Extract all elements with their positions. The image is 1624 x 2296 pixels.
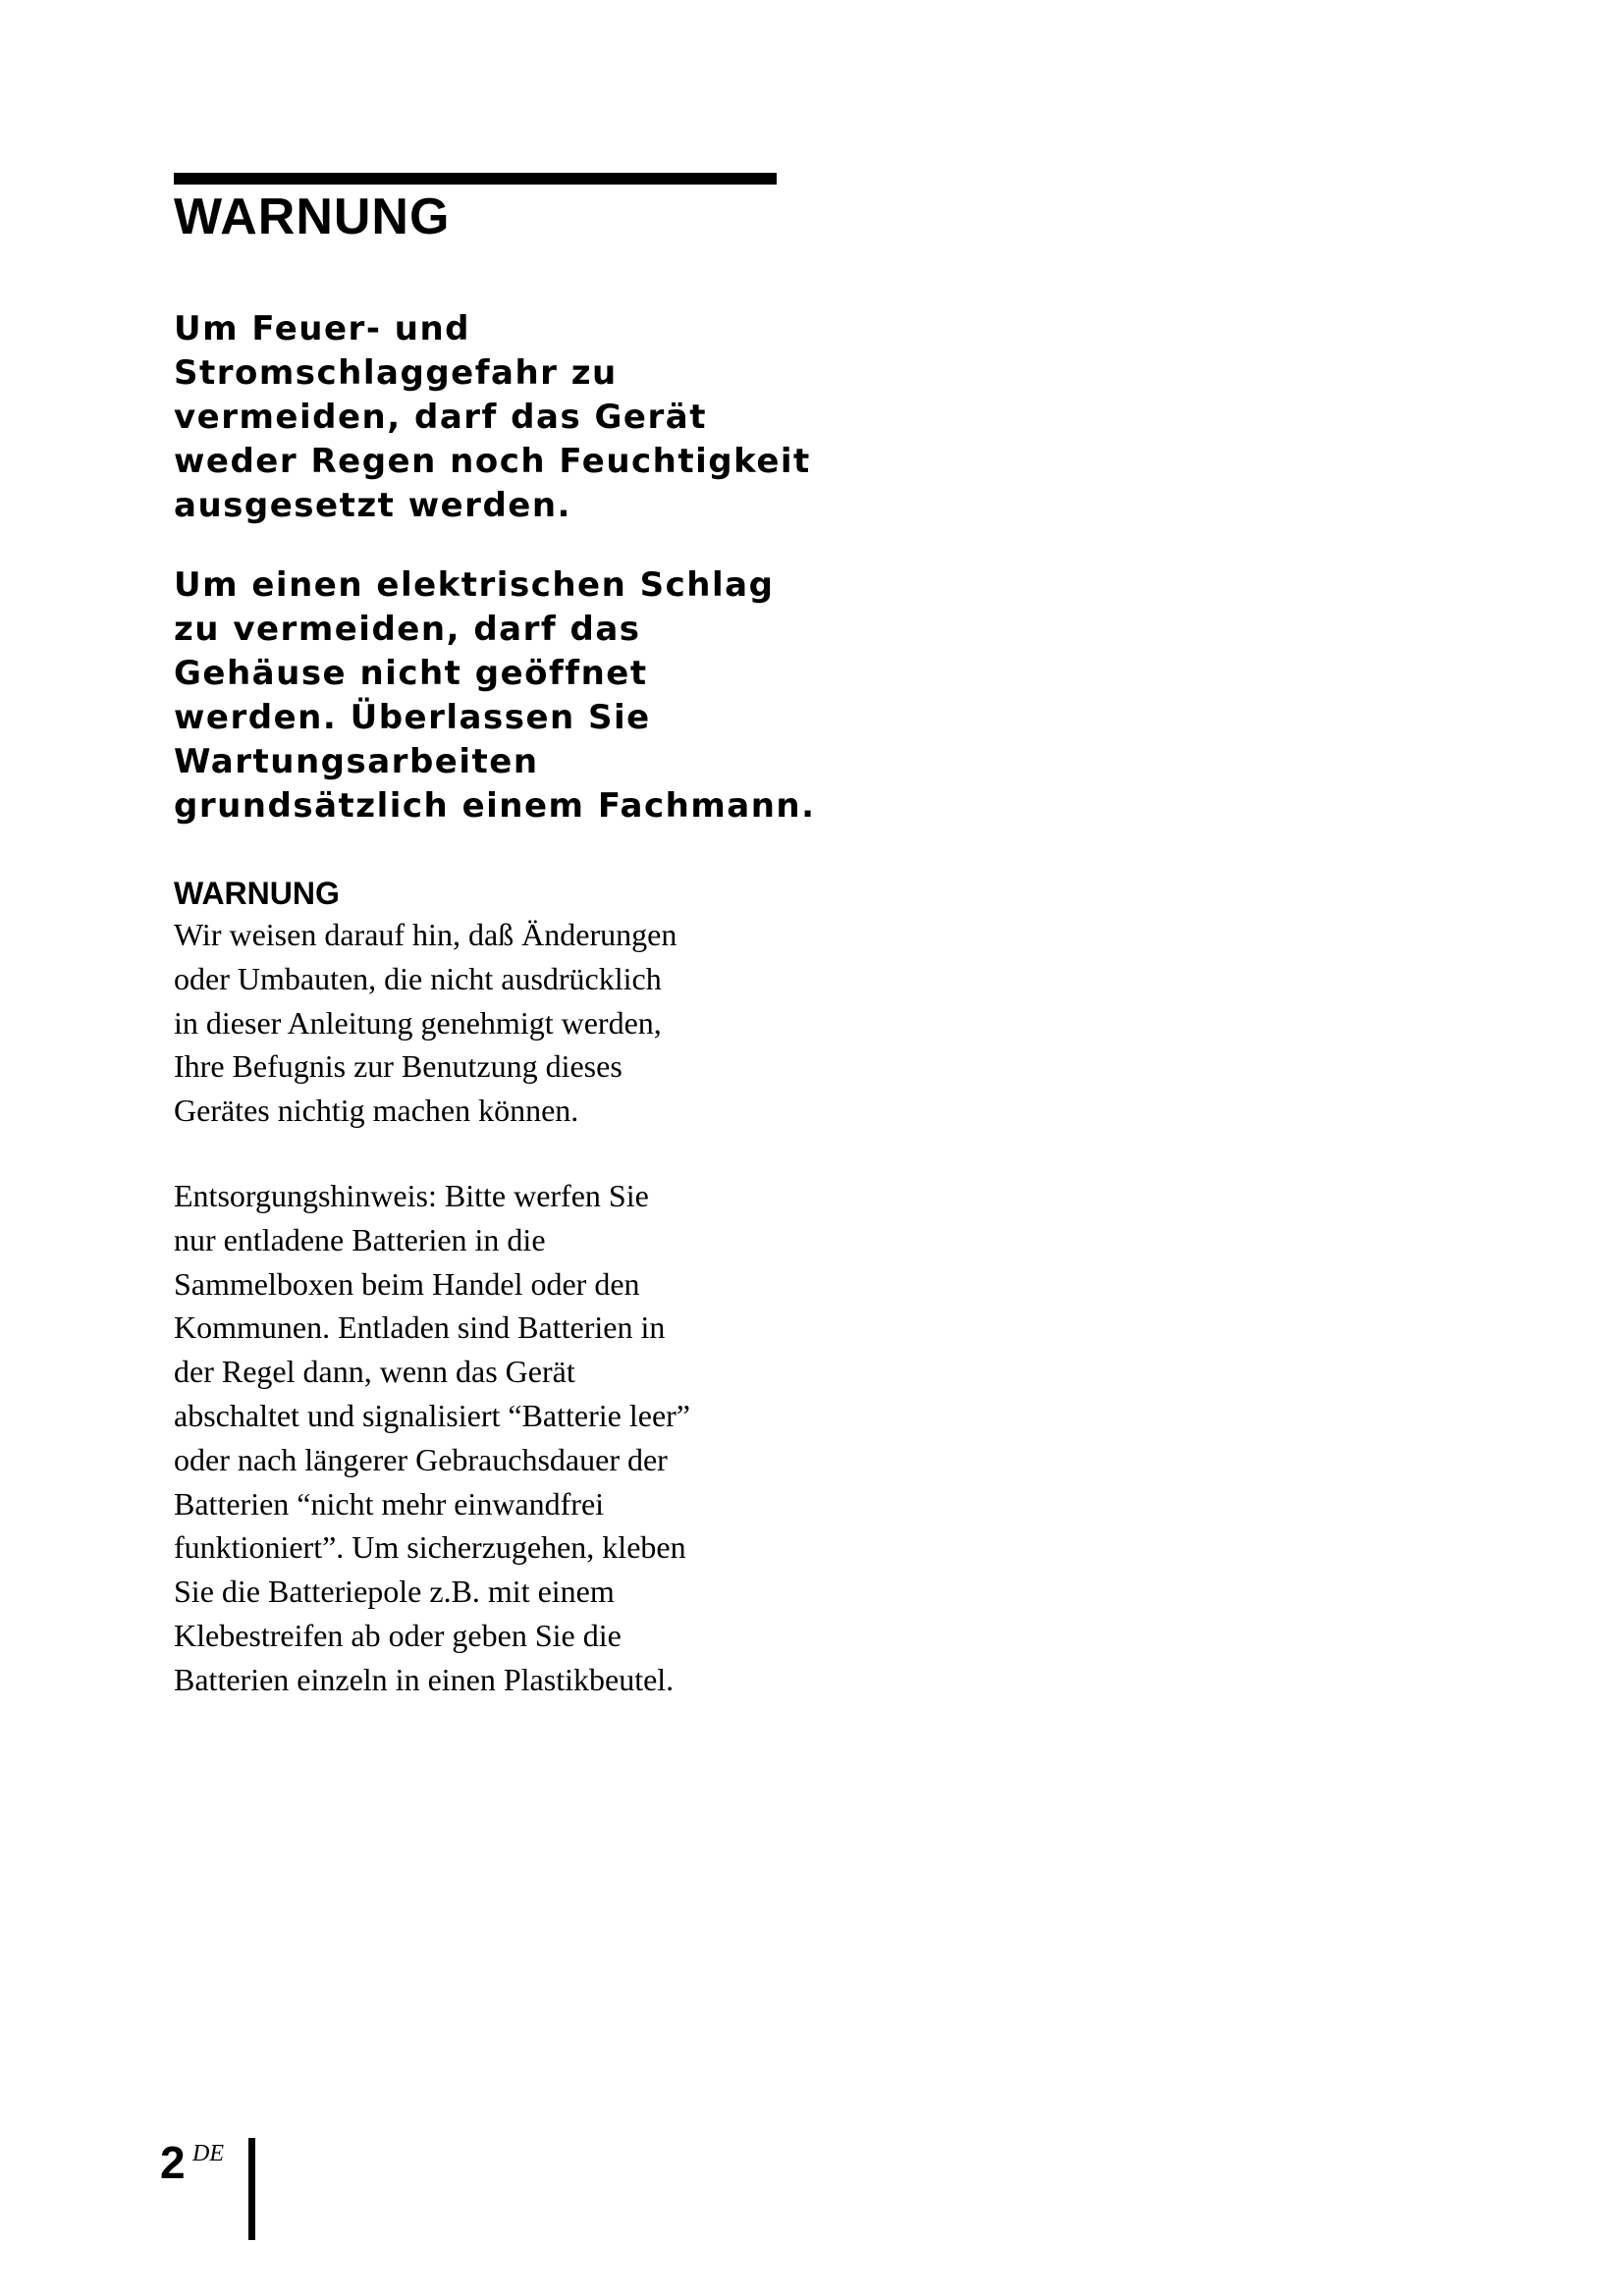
paragraph-line: Kommunen. Entladen sind Batterien in — [174, 1309, 666, 1346]
page-number: 2 — [160, 2137, 186, 2188]
warning-line: Wartungsarbeiten — [174, 742, 539, 781]
page-title: WARNUNG — [174, 188, 451, 245]
warning-line: Stromschlaggefahr zu — [174, 353, 618, 393]
paragraph-line: Ihre Befugnis zur Benutzung dieses — [174, 1048, 623, 1085]
paragraph-line: nur entladene Batterien in die — [174, 1221, 546, 1257]
section-subheading: WARNUNG — [174, 876, 340, 911]
warning-line: grundsätzlich einem Fachmann. — [174, 786, 816, 826]
paragraph-line: Sie die Batteriepole z.B. mit einem — [174, 1574, 615, 1610]
paragraph-line: Gerätes nichtig machen können. — [174, 1093, 579, 1129]
paragraph-line: oder Umbauten, die nicht ausdrücklich — [174, 960, 662, 996]
paragraph-line: in dieser Anleitung genehmigt werden, — [174, 1004, 662, 1041]
warning-line: Gehäuse nicht geöffnet — [174, 654, 648, 693]
disposal-notice-paragraph — [174, 1174, 802, 1702]
paragraph-line: Klebestreifen ab oder geben Sie die — [174, 1617, 622, 1653]
warning-line: vermeiden, darf das Gerät — [174, 398, 707, 437]
paragraph-line: Batterien “nicht mehr einwandfrei — [174, 1485, 605, 1522]
warning-line: werden. Überlassen Sie — [174, 698, 651, 737]
modification-notice-paragraph — [174, 913, 802, 1133]
warning-line: weder Regen noch Feuchtigkeit — [174, 442, 811, 481]
paragraph-line: Batterien einzeln in einen Plastikbeutel. — [174, 1661, 675, 1697]
paragraph-line: Sammelboxen beim Handel oder den — [174, 1265, 640, 1302]
paragraph-line: Wir weisen darauf hin, daß Änderungen — [174, 917, 677, 952]
paragraph-line: funktioniert”. Um sicherzugehen, kleben — [174, 1529, 686, 1566]
paragraph-line: der Regel dann, wenn das Gerät — [174, 1354, 575, 1390]
paragraph-line: abschaltet und signalisiert “Batterie leer” — [174, 1397, 690, 1433]
warning-block-fire — [174, 307, 811, 528]
paragraph-line: oder nach längerer Gebrauchsdauer der — [174, 1441, 668, 1477]
warning-line: ausgesetzt werden. — [174, 486, 571, 525]
paragraph-line: Entsorgungshinweis: Bitte werfen Sie — [174, 1178, 649, 1213]
warning-line: Um Feuer- und — [174, 309, 471, 348]
page-language-suffix: DE — [192, 2141, 224, 2166]
warning-block-shock — [174, 563, 816, 828]
warning-line: Um einen elektrischen Schlag — [174, 565, 775, 605]
warning-line: zu vermeiden, darf das — [174, 610, 641, 649]
page-number-divider — [248, 2138, 255, 2240]
title-rule-bar — [174, 173, 777, 185]
